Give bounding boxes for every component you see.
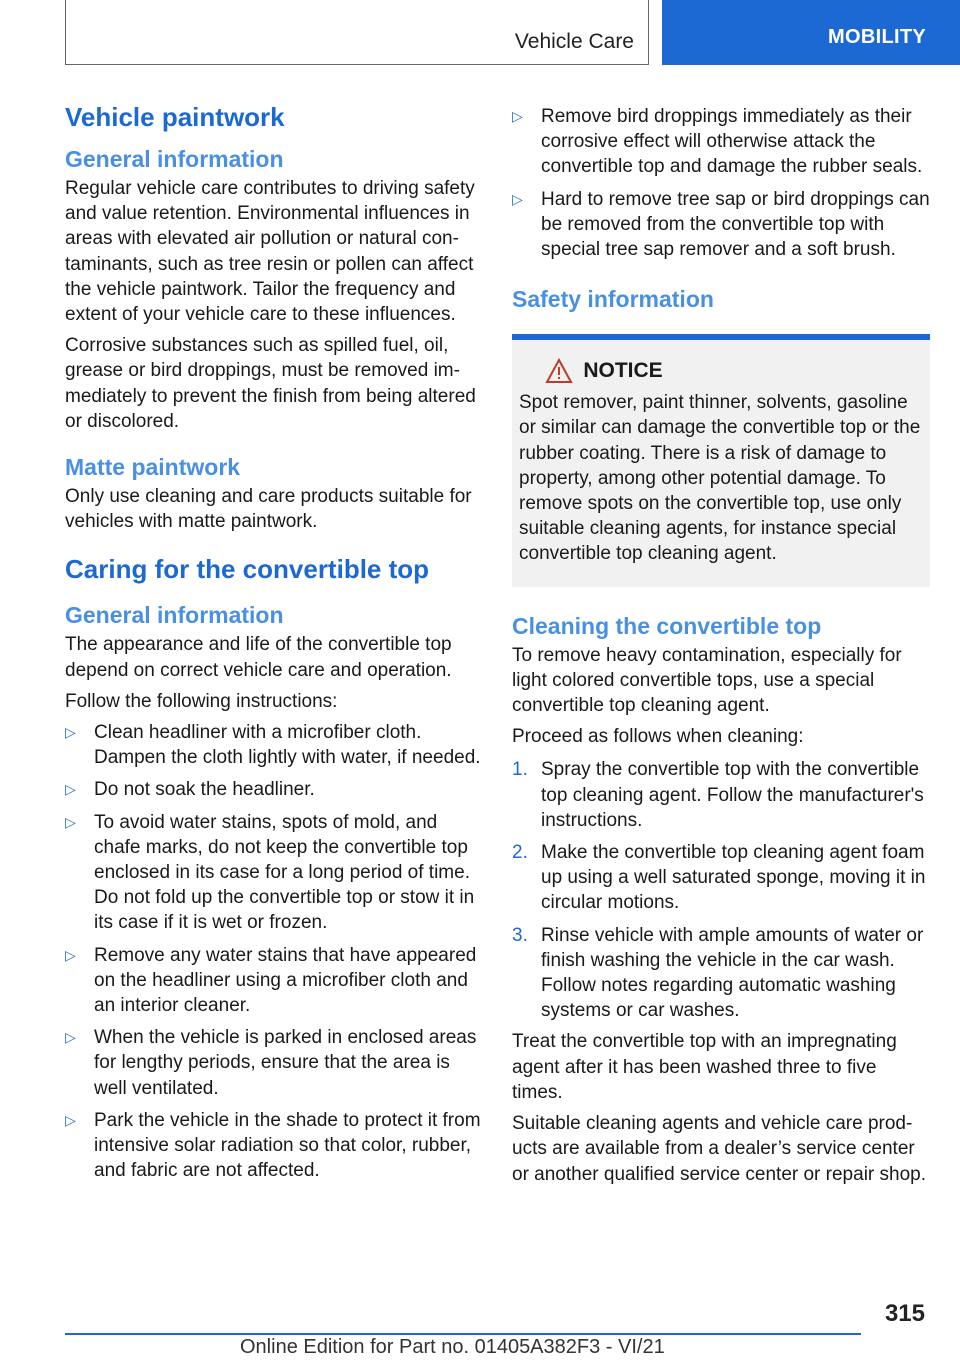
notice-box bbox=[512, 334, 930, 586]
heading-safety-information: Safety information bbox=[512, 286, 714, 313]
footer-divider bbox=[65, 1333, 861, 1335]
list-item: ▷ Remove bird droppings immediately as their corrosive effect will otherwise attack the convertible top and damage the rubber seals. bbox=[512, 106, 923, 178]
page-number: 315 bbox=[884, 1300, 925, 1327]
triangle-bullet-icon: ▷ bbox=[65, 1029, 76, 1046]
notice-text: Spot remover, paint thinner, solvents, gasoline or similar can damage the convertible top or the rubber coating. There is a risk of damage to property, among other potential damage. To remove spots on the convertible top, use only suitable cleaning agents, for instance special convertible top cleaning agent. bbox=[519, 392, 921, 565]
step-number: 2. bbox=[512, 842, 528, 864]
paragraph: Suitable cleaning agents and vehicle care products are available from a dealer’s service center or another qualified service center or repair shop. bbox=[512, 1113, 927, 1185]
step-item: 1. Spray the convertible top with the convertible top cleaning agent. Follow the manufacturer's instructions. bbox=[512, 759, 924, 831]
notice-header bbox=[539, 358, 669, 384]
heading-matte-paintwork: Matte paintwork bbox=[65, 454, 241, 481]
heading-cleaning-convertible-top: Cleaning the convertible top bbox=[512, 612, 822, 639]
step-number: 3. bbox=[512, 924, 528, 946]
list-item: ▷ Clean headliner with a microfiber cloth. Dampen the cloth lightly with water, if needed. bbox=[65, 722, 481, 769]
instruction-list-continued bbox=[512, 104, 930, 262]
left-column bbox=[65, 100, 483, 1191]
heading-caring-convertible-top: Caring for the convertible top bbox=[65, 554, 430, 585]
paragraph: Regular vehicle care contributes to driving safety and value retention. Environmental influences in areas with elevated air pollution or natural contaminants, such as tree resin or pollen can affect the vehicle paintwork. Tailor the frequency and extent of your vehicle care to these influences. bbox=[65, 178, 475, 326]
paragraph: Treat the convertible top with an impregnating agent after it has been washed three to five times. bbox=[512, 1031, 897, 1103]
paragraph: Follow the following instructions: bbox=[65, 690, 338, 712]
triangle-bullet-icon: ▷ bbox=[65, 813, 76, 830]
list-item: ▷ When the vehicle is parked in enclosed areas for lengthy periods, ensure that the area is well ventilated. bbox=[65, 1027, 477, 1099]
triangle-bullet-icon: ▷ bbox=[512, 190, 523, 207]
triangle-bullet-icon: ▷ bbox=[65, 1111, 76, 1128]
list-item: ▷ Hard to remove tree sap or bird droppings can be removed from the convertible top with special tree sap remover and a soft brush. bbox=[512, 188, 930, 261]
step-item: 2. Make the convertible top cleaning agent foam up using a well saturated sponge, moving it in circular motions. bbox=[512, 842, 926, 914]
paragraph: Corrosive substances such as spilled fuel, oil, grease or bird droppings, must be removed immediately to prevent the finish from being altered or discolored. bbox=[65, 335, 476, 432]
warning-triangle-icon bbox=[545, 358, 573, 384]
list-item: ▷ To avoid water stains, spots of mold, and chafe marks, do not keep the convertible top enclosed in its case for a long period of time. Do not fold up the convertible top or stow it in its case if it is wet or frozen. bbox=[65, 811, 475, 934]
paragraph: Proceed as follows when cleaning: bbox=[512, 726, 804, 748]
triangle-bullet-icon: ▷ bbox=[512, 108, 523, 124]
list-item: ▷ Park the vehicle in the shade to protect it from intensive solar radiation so that color, rubber, and fabric are not affected. bbox=[65, 1109, 481, 1182]
notice-label: NOTICE bbox=[583, 359, 663, 383]
heading-general-information: General information bbox=[65, 146, 284, 172]
header-chapter-tab bbox=[662, 0, 960, 65]
cleaning-steps bbox=[512, 757, 930, 1023]
list-item: ▷ Remove any water stains that have appeared on the headliner using a microfiber cloth and an interior cleaner. bbox=[65, 944, 477, 1017]
step-item: 3. Rinse vehicle with ample amounts of water or finish washing the vehicle in the car wash. Follow notes regarding automatic washing systems or car washes. bbox=[512, 924, 924, 1022]
right-column bbox=[512, 104, 930, 1187]
footer-edition: Online Edition for Part no. 01405A382F3 - VI/21 bbox=[240, 1336, 665, 1358]
header-section-title: Vehicle Care bbox=[514, 30, 634, 53]
paragraph: To remove heavy contamination, especially for light colored convertible tops, use a special convertible top cleaning agent. bbox=[512, 644, 902, 717]
heading-general-information: General information bbox=[65, 602, 284, 629]
paragraph: Only use cleaning and care products suitable for vehicles with matte paintwork. bbox=[65, 486, 472, 533]
step-number: 1. bbox=[512, 759, 528, 781]
triangle-bullet-icon: ▷ bbox=[65, 724, 76, 741]
instruction-list bbox=[65, 720, 483, 1183]
header-chapter-label: MOBILITY bbox=[828, 26, 926, 48]
triangle-bullet-icon: ▷ bbox=[65, 781, 76, 798]
header-section-box bbox=[65, 0, 649, 65]
list-item: ▷ Do not soak the headliner. bbox=[65, 777, 483, 802]
heading-vehicle-paintwork: Vehicle paintwork bbox=[65, 102, 285, 132]
paragraph: The appearance and life of the convertible top depend on correct vehicle care and operation. bbox=[65, 634, 452, 681]
triangle-bullet-icon: ▷ bbox=[65, 946, 76, 963]
